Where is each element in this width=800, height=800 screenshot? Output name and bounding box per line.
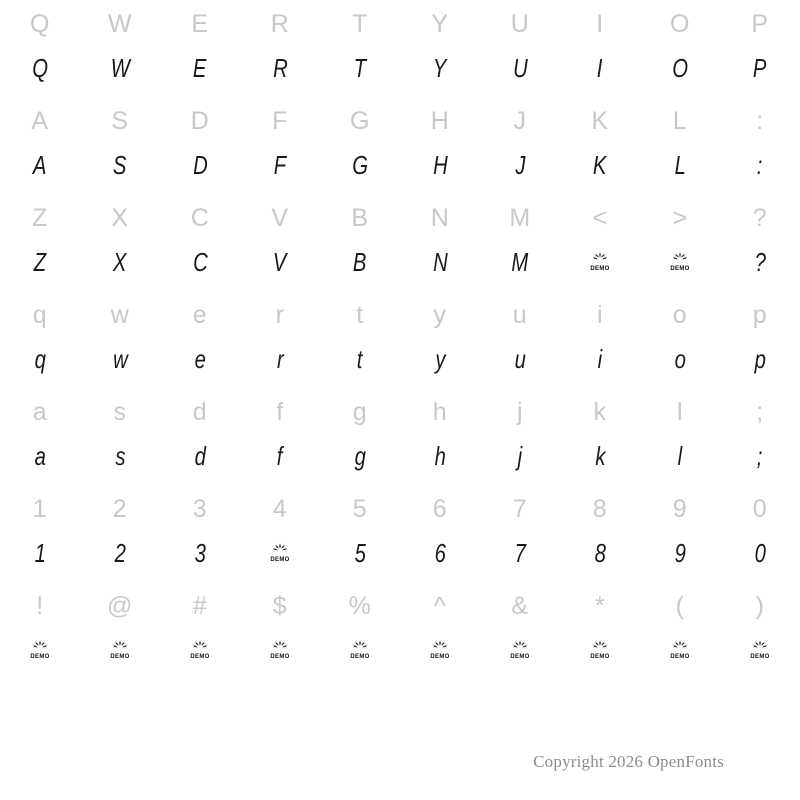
glyph-key-label: 0 (752, 495, 768, 523)
glyph-cell (640, 582, 720, 679)
glyph-key-label: > (672, 204, 688, 232)
glyph-sample: O (672, 53, 688, 83)
glyph-cell (160, 0, 240, 97)
glyph-sample: e (194, 344, 206, 374)
glyph-cell (400, 97, 480, 194)
glyph-sample: ; (757, 441, 763, 471)
glyph-cell (160, 388, 240, 485)
demo-placeholder-icon (750, 626, 769, 674)
demo-label: DEMO (670, 654, 690, 660)
glyph-key-label: J (513, 107, 527, 135)
demo-placeholder-icon (670, 626, 689, 674)
glyph-sample: K (593, 150, 607, 180)
glyph-cell (240, 485, 320, 582)
glyph-key-label: 4 (272, 495, 288, 523)
glyph-cell (720, 388, 800, 485)
glyph-sample: p (754, 344, 766, 374)
glyph-cell (480, 582, 560, 679)
glyph-key-label: Q (30, 10, 50, 38)
glyph-cell (240, 291, 320, 388)
glyph-sample: Y (433, 53, 447, 83)
glyph-key-label: : (756, 107, 764, 135)
glyph-key-label: q (32, 301, 48, 329)
copyright-notice: Copyright 2026 OpenFonts (533, 752, 724, 771)
glyph-key-label: L (672, 107, 688, 135)
glyph-sample: 8 (594, 538, 606, 568)
glyph-cell (560, 291, 640, 388)
glyph-sample: a (34, 441, 46, 471)
demo-label: DEMO (270, 654, 290, 660)
glyph-key-label: ; (756, 398, 764, 426)
glyph-key-label: * (594, 592, 606, 620)
glyph-cell (400, 582, 480, 679)
glyph-cell (720, 582, 800, 679)
glyph-key-label: O (670, 10, 690, 38)
glyph-cell (320, 194, 400, 291)
glyph-key-label: t (356, 301, 364, 329)
glyph-key-label: @ (107, 592, 133, 620)
glyph-sample: D (192, 150, 208, 180)
glyph-key-label: l (676, 398, 684, 426)
glyph-key-label: H (430, 107, 450, 135)
glyph-key-label: k (593, 398, 607, 426)
glyph-cell (640, 194, 720, 291)
glyph-cell (400, 291, 480, 388)
glyph-sample: h (434, 441, 446, 471)
glyph-cell (0, 291, 80, 388)
glyph-key-label: I (596, 10, 604, 38)
glyph-cell (240, 582, 320, 679)
glyph-cell (320, 485, 400, 582)
glyph-key-label: G (350, 107, 370, 135)
glyph-cell (640, 485, 720, 582)
glyph-cell (0, 97, 80, 194)
glyph-cell (480, 194, 560, 291)
demo-placeholder-icon (270, 529, 289, 577)
demo-label: DEMO (30, 654, 50, 660)
glyph-cell (720, 485, 800, 582)
glyph-key-label: ! (36, 592, 44, 620)
glyph-cell (160, 97, 240, 194)
glyph-cell (160, 582, 240, 679)
demo-placeholder-icon (30, 626, 49, 674)
glyph-sample: I (597, 53, 603, 83)
demo-placeholder-icon (190, 626, 209, 674)
glyph-key-label: ? (752, 204, 768, 232)
glyph-sample: d (194, 441, 206, 471)
glyph-cell (0, 485, 80, 582)
glyph-key-label: 8 (592, 495, 608, 523)
glyph-cell (160, 194, 240, 291)
demo-label: DEMO (750, 654, 770, 660)
glyph-key-label: S (111, 107, 129, 135)
glyph-cell (400, 194, 480, 291)
glyph-cell (720, 0, 800, 97)
glyph-cell (640, 388, 720, 485)
glyph-sample: j (517, 441, 523, 471)
glyph-cell (160, 485, 240, 582)
glyph-sample: A (33, 150, 47, 180)
glyph-key-label: D (190, 107, 210, 135)
glyph-key-label: 7 (512, 495, 528, 523)
glyph-cell (160, 291, 240, 388)
glyph-sample: P (753, 53, 767, 83)
glyph-sample: 6 (434, 538, 446, 568)
glyph-key-label: f (276, 398, 284, 426)
glyph-cell (80, 291, 160, 388)
glyph-cell (0, 388, 80, 485)
glyph-sample: 7 (514, 538, 526, 568)
glyph-sample: U (512, 53, 528, 83)
glyph-sample: 5 (354, 538, 366, 568)
glyph-sample: L (674, 150, 686, 180)
glyph-sample: q (34, 344, 46, 374)
glyph-cell (560, 97, 640, 194)
glyph-key-label: ) (755, 592, 765, 620)
glyph-cell (720, 194, 800, 291)
glyph-cell (320, 97, 400, 194)
glyph-cell (80, 97, 160, 194)
glyph-sample: 9 (674, 538, 686, 568)
glyph-key-label: 3 (192, 495, 208, 523)
glyph-cell (480, 97, 560, 194)
glyph-key-label: K (591, 107, 609, 135)
demo-label: DEMO (590, 266, 610, 272)
glyph-key-label: h (432, 398, 448, 426)
glyph-sample: S (113, 150, 127, 180)
demo-label: DEMO (430, 654, 450, 660)
glyph-cell (640, 291, 720, 388)
glyph-sample: R (272, 53, 288, 83)
glyph-sample: s (114, 441, 126, 471)
demo-placeholder-icon (350, 626, 369, 674)
glyph-key-label: # (192, 592, 208, 620)
glyph-key-label: o (672, 301, 688, 329)
glyph-key-label: s (113, 398, 127, 426)
glyph-key-label: p (752, 301, 768, 329)
glyph-sample: 1 (34, 538, 46, 568)
glyph-sample: E (193, 53, 207, 83)
glyph-cell (240, 97, 320, 194)
glyph-cell (80, 194, 160, 291)
glyph-key-label: B (351, 204, 369, 232)
glyph-key-label: 5 (352, 495, 368, 523)
glyph-sample: u (514, 344, 526, 374)
demo-label: DEMO (510, 654, 530, 660)
glyph-key-label: u (512, 301, 528, 329)
glyph-key-label: d (192, 398, 208, 426)
glyph-sample: y (434, 344, 446, 374)
glyph-cell (480, 291, 560, 388)
glyph-sample: g (354, 441, 366, 471)
glyph-sample: : (757, 150, 763, 180)
glyph-key-label: U (510, 10, 530, 38)
glyph-sample: M (511, 247, 529, 277)
glyph-key-label: 6 (432, 495, 448, 523)
glyph-key-label: N (430, 204, 450, 232)
glyph-key-label: % (348, 592, 372, 620)
glyph-sample: r (276, 344, 284, 374)
glyph-sample: G (352, 150, 368, 180)
glyph-key-label: < (592, 204, 608, 232)
glyph-key-label: R (270, 10, 290, 38)
glyph-key-label: Z (32, 204, 48, 232)
glyph-cell (560, 582, 640, 679)
glyph-key-label: & (511, 592, 529, 620)
glyph-cell (400, 388, 480, 485)
glyph-key-label: g (352, 398, 368, 426)
glyph-sample: t (357, 344, 363, 374)
glyph-key-label: a (32, 398, 48, 426)
glyph-sample: H (432, 150, 448, 180)
glyph-key-label: 1 (32, 495, 48, 523)
glyph-cell (0, 194, 80, 291)
glyph-sample: 0 (754, 538, 766, 568)
glyph-cell (80, 582, 160, 679)
glyph-cell (0, 582, 80, 679)
glyph-sample: F (273, 150, 287, 180)
glyph-cell (720, 97, 800, 194)
glyph-key-label: e (192, 301, 208, 329)
glyph-key-label: M (509, 204, 531, 232)
demo-label: DEMO (350, 654, 370, 660)
glyph-cell (320, 291, 400, 388)
glyph-sample: i (597, 344, 603, 374)
glyph-sample: T (353, 53, 367, 83)
glyph-key-label: F (272, 107, 288, 135)
glyph-cell (560, 194, 640, 291)
demo-label: DEMO (270, 557, 290, 563)
demo-placeholder-icon (590, 626, 609, 674)
demo-placeholder-icon (270, 626, 289, 674)
glyph-key-label: i (596, 301, 604, 329)
glyph-sample: B (353, 247, 367, 277)
glyph-cell (80, 0, 160, 97)
glyph-sample: Z (33, 247, 47, 277)
glyph-cell (560, 485, 640, 582)
glyph-sample: f (277, 441, 283, 471)
demo-placeholder-icon (430, 626, 449, 674)
glyph-cell (640, 97, 720, 194)
glyph-cell (320, 582, 400, 679)
demo-label: DEMO (590, 654, 610, 660)
demo-placeholder-icon (670, 238, 689, 286)
glyph-sample: l (677, 441, 683, 471)
glyph-sample: k (594, 441, 606, 471)
glyph-key-label: C (190, 204, 210, 232)
glyph-sample: C (192, 247, 208, 277)
glyph-cell (720, 291, 800, 388)
glyph-sample: N (432, 247, 448, 277)
glyph-key-label: X (111, 204, 129, 232)
glyph-sample: J (514, 150, 526, 180)
glyph-cell (240, 388, 320, 485)
glyph-sample: w (112, 344, 128, 374)
glyph-cell (240, 194, 320, 291)
glyph-sample: 3 (194, 538, 206, 568)
glyph-cell (400, 0, 480, 97)
glyph-key-label: W (107, 10, 133, 38)
glyph-cell (80, 485, 160, 582)
glyph-sample: 2 (114, 538, 126, 568)
glyph-cell (400, 485, 480, 582)
glyph-cell (480, 0, 560, 97)
glyph-key-label: y (433, 301, 447, 329)
glyph-sample: W (110, 53, 130, 83)
glyph-sample: Q (32, 53, 48, 83)
demo-label: DEMO (110, 654, 130, 660)
glyph-key-label: A (31, 107, 49, 135)
glyph-key-label: $ (272, 592, 288, 620)
demo-placeholder-icon (510, 626, 529, 674)
glyph-cell (320, 0, 400, 97)
glyph-key-label: 2 (112, 495, 128, 523)
glyph-cell (80, 388, 160, 485)
glyph-key-label: P (751, 10, 769, 38)
glyph-cell (240, 0, 320, 97)
glyph-sample: o (674, 344, 686, 374)
demo-label: DEMO (190, 654, 210, 660)
glyph-key-label: r (275, 301, 285, 329)
glyph-key-label: Y (431, 10, 449, 38)
glyph-cell (480, 485, 560, 582)
glyph-key-label: j (516, 398, 524, 426)
glyph-cell (480, 388, 560, 485)
glyph-sample: V (273, 247, 287, 277)
glyph-sample: ? (754, 247, 766, 277)
demo-placeholder-icon (110, 626, 129, 674)
glyph-cell (560, 388, 640, 485)
glyph-cell (640, 0, 720, 97)
glyph-key-label: E (191, 10, 209, 38)
glyph-cell (0, 0, 80, 97)
glyph-key-label: 9 (672, 495, 688, 523)
glyph-key-label: V (271, 204, 289, 232)
glyph-cell (560, 0, 640, 97)
glyph-cell (320, 388, 400, 485)
glyph-key-label: ( (675, 592, 685, 620)
glyph-sample: X (113, 247, 127, 277)
glyph-key-label: T (352, 10, 368, 38)
demo-placeholder-icon (590, 238, 609, 286)
demo-label: DEMO (670, 266, 690, 272)
glyph-key-label: w (110, 301, 130, 329)
glyph-key-label: ^ (433, 592, 447, 620)
